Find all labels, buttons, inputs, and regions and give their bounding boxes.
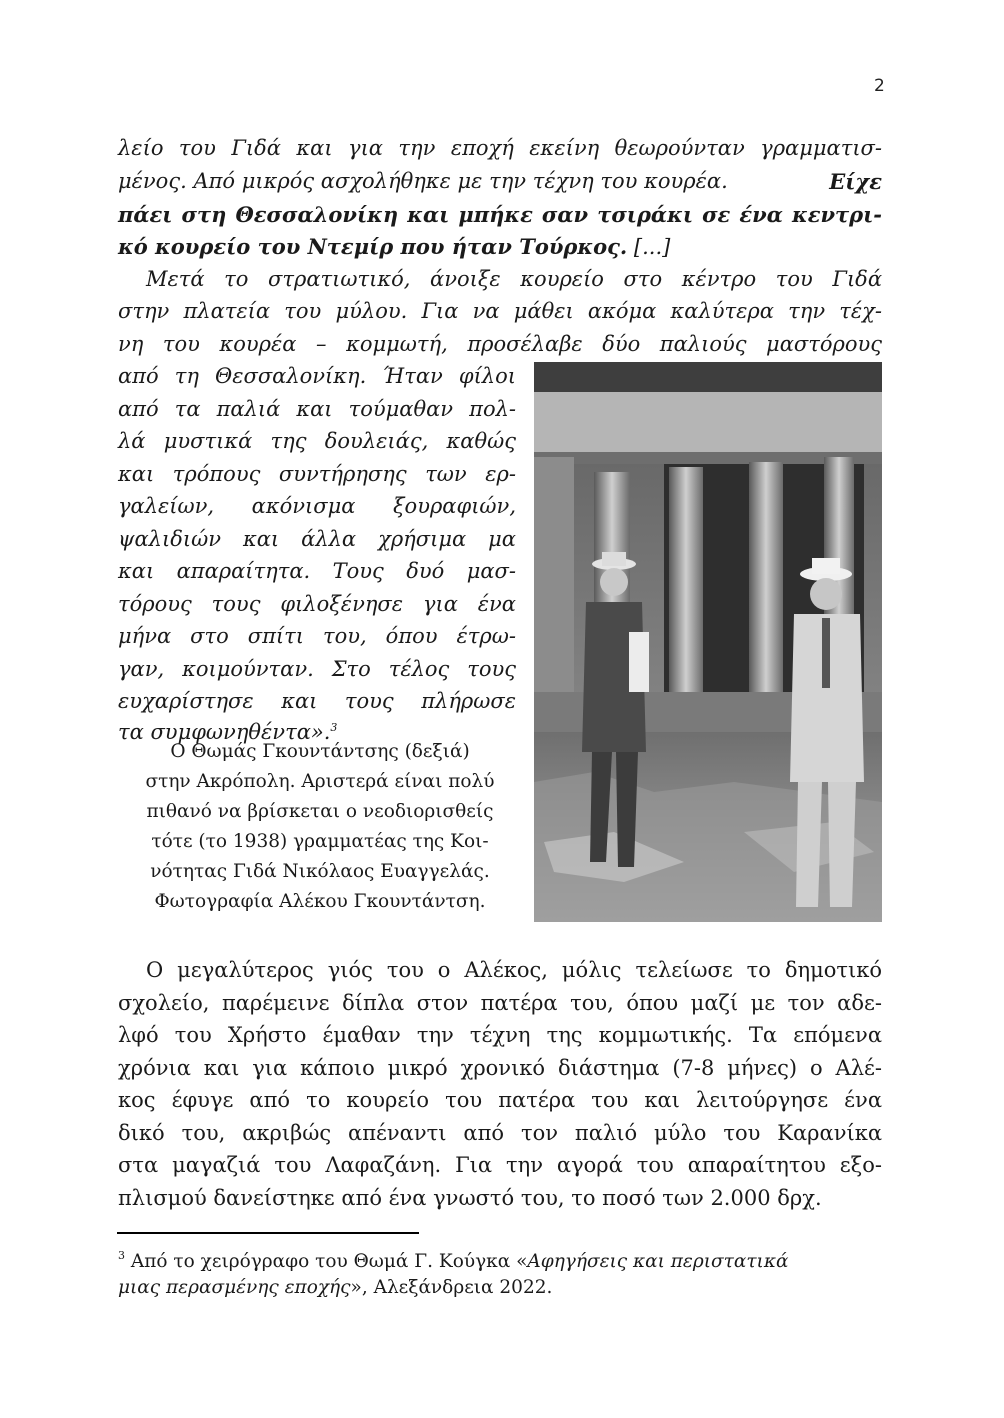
text-line: νη του κουρέα – κομμωτή, προσέλαβε δύο παλιούς μαστόρους [118, 332, 882, 356]
text-span: τα συμφωνηθέντα». [118, 720, 331, 744]
text-line [118, 236, 670, 258]
text-line: ευχαρίστησε και τους πλήρωσε [118, 689, 516, 713]
text-line: γαλείων, ακόνισμα ξουραφιών, [118, 494, 516, 518]
footnote-line [118, 1279, 552, 1298]
text-line: πλισμού δανείστηκε από ένα γνωστό του, το ποσό των 2.000 δρχ. [118, 1186, 822, 1210]
footnote-marker: 3 [118, 1249, 125, 1262]
photo-caption-line: τότε (το 1938) γραμματέας της Κοι- [151, 831, 489, 852]
text-line: και τρόπους συντήρησης των ερ- [118, 462, 516, 486]
text-line: γαν, κοιμούνταν. Στο τέλος τους [118, 657, 516, 681]
text-line: από τα παλιά και τούμαθαν πολ- [118, 397, 516, 421]
text-line: κος έφυγε από το κουρείο του πατέρα του και λειτούργησε ένα [118, 1088, 882, 1112]
text-line: δικό του, ακριβώς απέναντι από τον παλιό μύλο του Καρανίκα [118, 1121, 882, 1145]
footnote-title: Αφηγήσεις και περιστατικά [527, 1251, 789, 1272]
photo-caption-line: Ο Θωμάς Γκουντάντσης (δεξιά) [170, 741, 470, 762]
photo-caption-line: νότητας Γιδά Νικόλαος Ευαγγελάς. [150, 861, 490, 882]
text-line: λείο του Γιδά και για την εποχή εκείνη θεωρούνταν γραμματισ- [118, 136, 882, 160]
text-line: στα μαγαζιά του Λαφαζάνη. Για την αγορά του απαραίτητου εξο- [118, 1153, 882, 1177]
photo-caption-line: στην Ακρόπολη. Αριστερά είναι πολύ [145, 771, 495, 792]
text-line: λφό του Χρήστο έμαθαν την τέχνη της κομμωτικής. Τα επόμενα [118, 1023, 882, 1047]
photo-caption-line: πιθανό να βρίσκεται ο νεοδιορισθείς [146, 801, 494, 822]
text-line: μήνα στο σπίτι του, όπου έτρω- [118, 624, 516, 648]
footnote-separator [117, 1232, 419, 1234]
footnote-text: », Αλεξάνδρεια 2022. [350, 1277, 553, 1298]
text-line: ψαλιδιών και άλλα χρήσιμα μα [118, 527, 516, 551]
text-line: Μετά το στρατιωτικό, άνοιξε κουρείο στο κέντρο του Γιδά [146, 267, 882, 291]
text-line: τόρους τους φιλοξένησε για ένα [118, 592, 516, 616]
text-line [118, 171, 882, 192]
text-line: και απαραίτητα. Τους δυό μασ- [118, 559, 516, 583]
text-line: στην πλατεία του μύλου. Για να μάθει ακόμα καλύτερα την τέχ- [118, 299, 882, 323]
text-line: χρόνια και για κάποιο μικρό χρονικό διάστημα (7-8 μήνες) ο Αλέ- [118, 1056, 882, 1080]
text-line: πάει στη Θεσσαλονίκη και μπήκε σαν τσιράκι σε ένα κεντρι- [118, 202, 882, 227]
text-line: λά μυστικά της δουλειάς, καθώς [118, 429, 516, 453]
bold-text-span: κό κουρείο του Ντεμίρ που ήταν Τούρκος. [118, 234, 628, 259]
footnote-line [118, 1250, 788, 1272]
photograph [534, 362, 882, 922]
photo-caption-line: Φωτογραφία Αλέκου Γκουντάντση. [154, 891, 486, 912]
text-span: [...] [633, 235, 671, 259]
text-line: Ο μεγαλύτερος γιός του ο Αλέκος, μόλις τελείωσε το δημοτικό [146, 958, 882, 982]
footnote-reference: 3 [330, 721, 338, 734]
photograph-icon [534, 362, 882, 922]
text-line [118, 722, 337, 743]
text-line: σχολείο, παρέμεινε δίπλα στον πατέρα του, όπου μαζί με τον αδε- [118, 991, 882, 1015]
bold-text-span: Είχε [829, 169, 882, 194]
text-span: μένος. Από μικρός ασχολήθηκε με την τέχνη του κουρέα. [118, 169, 728, 193]
footnote-title: μιας περασμένης εποχής [118, 1277, 351, 1298]
footnote-text: Από το χειρόγραφο του Θωμά Γ. Κούγκα « [130, 1251, 528, 1272]
page-number: 2 [874, 76, 885, 96]
text-line: από τη Θεσσαλονίκη. Ήταν φίλοι [118, 364, 516, 388]
